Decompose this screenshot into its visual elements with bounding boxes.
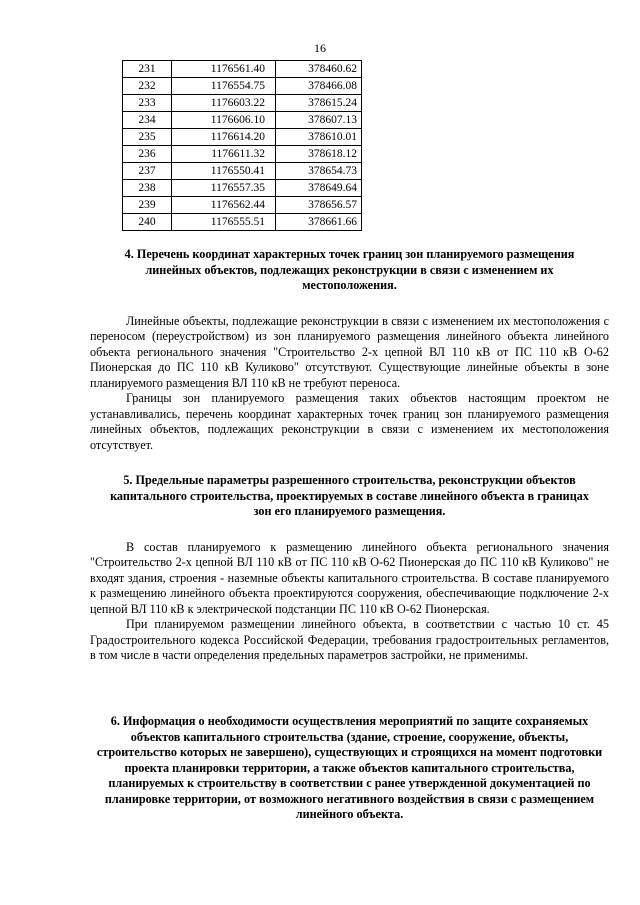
coordinates-table — [122, 60, 362, 231]
table-row — [123, 61, 362, 78]
table-row — [123, 214, 362, 231]
x-coordinate-cell: 1176606.10 — [172, 112, 276, 129]
point-number-cell: 238 — [123, 180, 172, 197]
y-coordinate-cell: 378610.01 — [276, 129, 362, 146]
x-coordinate-cell: 1176561.40 — [172, 61, 276, 78]
table-row — [123, 95, 362, 112]
point-number-cell: 232 — [123, 78, 172, 95]
section-6 — [90, 714, 609, 823]
y-coordinate-cell: 378661.66 — [276, 214, 362, 231]
point-number-cell: 234 — [123, 112, 172, 129]
table-row — [123, 129, 362, 146]
table-row — [123, 112, 362, 129]
x-coordinate-cell: 1176550.41 — [172, 163, 276, 180]
x-coordinate-cell: 1176562.44 — [172, 197, 276, 214]
y-coordinate-cell: 378460.62 — [276, 61, 362, 78]
table-row — [123, 197, 362, 214]
section-5 — [90, 473, 609, 664]
point-number-cell: 231 — [123, 61, 172, 78]
section-4-paragraph-2: Границы зон планируемого размещения таких объектов настоящим проектом не устанавливались, перечень координат характерных точек границ зон планируемого размещения линейных объектов, подлежащих реконструкции в связи с изменением их местоположения отсутствует. — [90, 391, 609, 452]
table-row — [123, 146, 362, 163]
section-6-heading: 6. Информация о необходимости осуществления мероприятий по защите сохраняемых объектов капитального строительства (здание, строение, сооружение, объекты, строительство которых не завершено), существующих и строящихся на момент подготовки проекта планировки территории, а также объектов капитального строительства, планируемых к строительству в соответствии с ранее утвержденной документацией по планировке территории, от возможного негативного воздействия в связи с размещением линейного объекта. — [96, 714, 603, 821]
point-number-cell: 239 — [123, 197, 172, 214]
section-4 — [90, 247, 609, 453]
y-coordinate-cell: 378654.73 — [276, 163, 362, 180]
section-5-heading: 5. Предельные параметры разрешенного строительства, реконструкции объектов капитального строительства, проектируемых в составе линейного объекта в границах зон его планируемого размещения. — [110, 473, 589, 518]
section-5-paragraph-1: В состав планируемого к размещению линейного объекта регионального значения "Строительство 2-х цепной ВЛ 110 кВ от ПС 110 кВ О-62 Пионерская до ПС 110 кВ Куликово" не входят здания, строения - наземные объекты капитального строительства. В составе планируемого к размещению линейного объекта проектируются сооружения, обеспечивающие подключение 2-х цепной ВЛ 110 кВ к электрической подстанции ПС 110 кВ О-62 Пионерская. — [90, 539, 609, 616]
table-row — [123, 78, 362, 95]
y-coordinate-cell: 378615.24 — [276, 95, 362, 112]
y-coordinate-cell: 378618.12 — [276, 146, 362, 163]
section-5-paragraph-2: При планируемом размещении линейного объекта, в соответствии с частью 10 ст. 45 Градостроительного кодекса Российской Федерации, требования градостроительных регламентов, в том числе в части определения предельных параметров застройки, не применимы. — [90, 617, 609, 662]
point-number-cell: 237 — [123, 163, 172, 180]
table-row — [123, 180, 362, 197]
y-coordinate-cell: 378466.08 — [276, 78, 362, 95]
y-coordinate-cell: 378607.13 — [276, 112, 362, 129]
x-coordinate-cell: 1176555.51 — [172, 214, 276, 231]
x-coordinate-cell: 1176611.32 — [172, 146, 276, 163]
section-4-heading: 4. Перечень координат характерных точек границ зон планируемого размещения линейных объектов, подлежащих реконструкции в связи с изменением их местоположения. — [124, 247, 575, 292]
point-number-cell: 236 — [123, 146, 172, 163]
x-coordinate-cell: 1176557.35 — [172, 180, 276, 197]
x-coordinate-cell: 1176603.22 — [172, 95, 276, 112]
y-coordinate-cell: 378649.64 — [276, 180, 362, 197]
x-coordinate-cell: 1176614.20 — [172, 129, 276, 146]
y-coordinate-cell: 378656.57 — [276, 197, 362, 214]
point-number-cell: 235 — [123, 129, 172, 146]
point-number-cell: 240 — [123, 214, 172, 231]
point-number-cell: 233 — [123, 95, 172, 112]
section-4-paragraph-1: Линейные объекты, подлежащие реконструкции в связи с изменением их местоположения с переносом (переустройством) из зон планируемого размещения линейного объекта линейного объекта регионального значения "Строительство 2-х цепной ВЛ 110 кВ от ПС 110 кВ О-62 Пионерская до ПС 110 кВ Куликово" отсутствуют. Существующие линейные объекты в зоне планируемого размещения ВЛ 110 кВ не требуют переноса. — [90, 313, 609, 390]
page-number: 16 — [314, 41, 326, 55]
table-row — [123, 163, 362, 180]
x-coordinate-cell: 1176554.75 — [172, 78, 276, 95]
